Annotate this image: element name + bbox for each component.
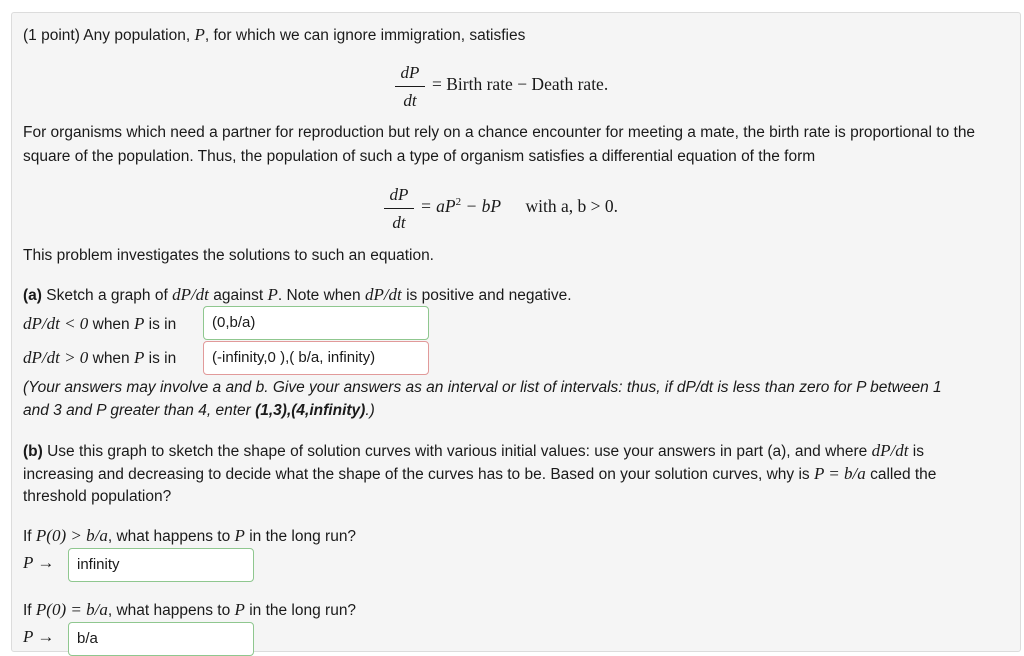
q2-suffix: , what happens to bbox=[107, 602, 235, 619]
equation2-rhs bbox=[420, 196, 618, 217]
part-b-line2a: increasing and decreasing to decide what the shape of the curves has to be. Based on your solution curves, why is bbox=[23, 466, 814, 483]
note2-end: .) bbox=[365, 402, 375, 419]
row1-text: when bbox=[88, 316, 134, 333]
intro-var: P bbox=[194, 25, 205, 44]
q2-p: P bbox=[234, 600, 245, 619]
equation1-denominator: dt bbox=[403, 91, 417, 110]
equation2-numerator: dP bbox=[389, 185, 409, 204]
part-a-math3: dP/dt bbox=[364, 285, 402, 304]
row1-p: P bbox=[133, 314, 145, 333]
part-a-row2-label bbox=[23, 346, 176, 371]
positive-interval-input[interactable]: (-infinity,0 ),( b/a, infinity) bbox=[203, 341, 429, 375]
row2-text2: is in bbox=[144, 350, 177, 367]
row1-text2: is in bbox=[144, 316, 177, 333]
q1-suffix: , what happens to bbox=[107, 528, 235, 545]
part-a-text1: Sketch a graph of bbox=[41, 287, 173, 304]
part-a-note-line1: (Your answers may involve a and b. Give your answers as an interval or list of intervals: thus, if dP/dt is less than zero for P between 1 bbox=[23, 379, 942, 396]
question2 bbox=[23, 598, 356, 623]
question1 bbox=[23, 524, 356, 549]
part-b-label: (b) bbox=[23, 443, 43, 460]
part-a-prompt bbox=[23, 283, 572, 308]
part-b-line2b: called the bbox=[865, 466, 937, 483]
part-b-line3: threshold population? bbox=[23, 488, 172, 505]
equation1-numerator: dP bbox=[400, 63, 420, 82]
equation2-fraction bbox=[384, 184, 414, 234]
intro-line bbox=[23, 23, 525, 48]
equation1-rhs: = Birth rate − Death rate. bbox=[432, 74, 609, 94]
part-b-line1b: is bbox=[908, 443, 924, 460]
investigate-line: This problem investigates the solutions to such an equation. bbox=[23, 247, 434, 264]
paragraph-1: For organisms which need a partner for reproduction but rely on a chance encounter for meeting a mate, the birth rate is proportional to the square of the population. Thus, the population of such a type of organism satisfies a differential equation of the form bbox=[23, 124, 976, 165]
intro-prefix: (1 point) Any population, bbox=[23, 27, 195, 44]
part-a-text2: against bbox=[208, 287, 268, 304]
part-b-line2 bbox=[23, 462, 936, 487]
q1-suffix2: in the long run? bbox=[244, 528, 357, 545]
q2-prefix: If bbox=[23, 602, 36, 619]
q1-condition: P(0) > b/a bbox=[35, 526, 108, 545]
q1-arrow-label: P → bbox=[23, 553, 55, 572]
fraction-bar bbox=[384, 208, 414, 209]
negative-interval-input[interactable]: (0,b/a) bbox=[203, 306, 429, 340]
q1-prefix: If bbox=[23, 528, 36, 545]
q2-suffix2: in the long run? bbox=[244, 602, 357, 619]
part-b-line1 bbox=[23, 439, 924, 464]
q2-arrow-label: P → bbox=[23, 627, 55, 646]
part-a-math1: dP/dt bbox=[172, 285, 209, 304]
intro-suffix: , for which we can ignore immigration, satisfies bbox=[204, 27, 526, 44]
part-a-math2: P bbox=[267, 285, 278, 304]
note2-text: and 3 and P greater than 4, enter bbox=[23, 402, 256, 419]
part-b-line2-math: P = b/a bbox=[813, 464, 866, 483]
q2-condition: P(0) = b/a bbox=[35, 600, 108, 619]
long-run-input-1[interactable]: infinity bbox=[68, 548, 254, 582]
row2-p: P bbox=[133, 348, 145, 367]
equation2-rhs-a: = aP bbox=[420, 196, 456, 216]
long-run-input-2[interactable]: b/a bbox=[68, 622, 254, 656]
equation2-condition: with a, b > 0. bbox=[525, 196, 618, 216]
equation2-rhs-b: − bP bbox=[461, 196, 502, 216]
part-a-label: (a) bbox=[23, 287, 42, 304]
row2-math: dP/dt > 0 bbox=[23, 348, 89, 367]
note2-example: (1,3),(4,infinity) bbox=[255, 402, 366, 419]
part-b-line1-math: dP/dt bbox=[871, 441, 909, 460]
q1-p: P bbox=[234, 526, 245, 545]
row2-text: when bbox=[88, 350, 134, 367]
equation2-exponent: 2 bbox=[455, 196, 462, 209]
equation2-denominator: dt bbox=[392, 213, 406, 232]
part-a-text3: . Note when bbox=[277, 287, 365, 304]
row1-math: dP/dt < 0 bbox=[23, 314, 89, 333]
part-a-text4: is positive and negative. bbox=[401, 287, 572, 304]
part-a-note-line2 bbox=[23, 399, 375, 423]
part-b-line1a: Use this graph to sketch the shape of solution curves with various initial values: use your answers in part (a), and where bbox=[42, 443, 872, 460]
fraction-bar bbox=[395, 86, 425, 87]
part-a-row1-label bbox=[23, 312, 176, 337]
equation1-fraction bbox=[395, 62, 425, 112]
